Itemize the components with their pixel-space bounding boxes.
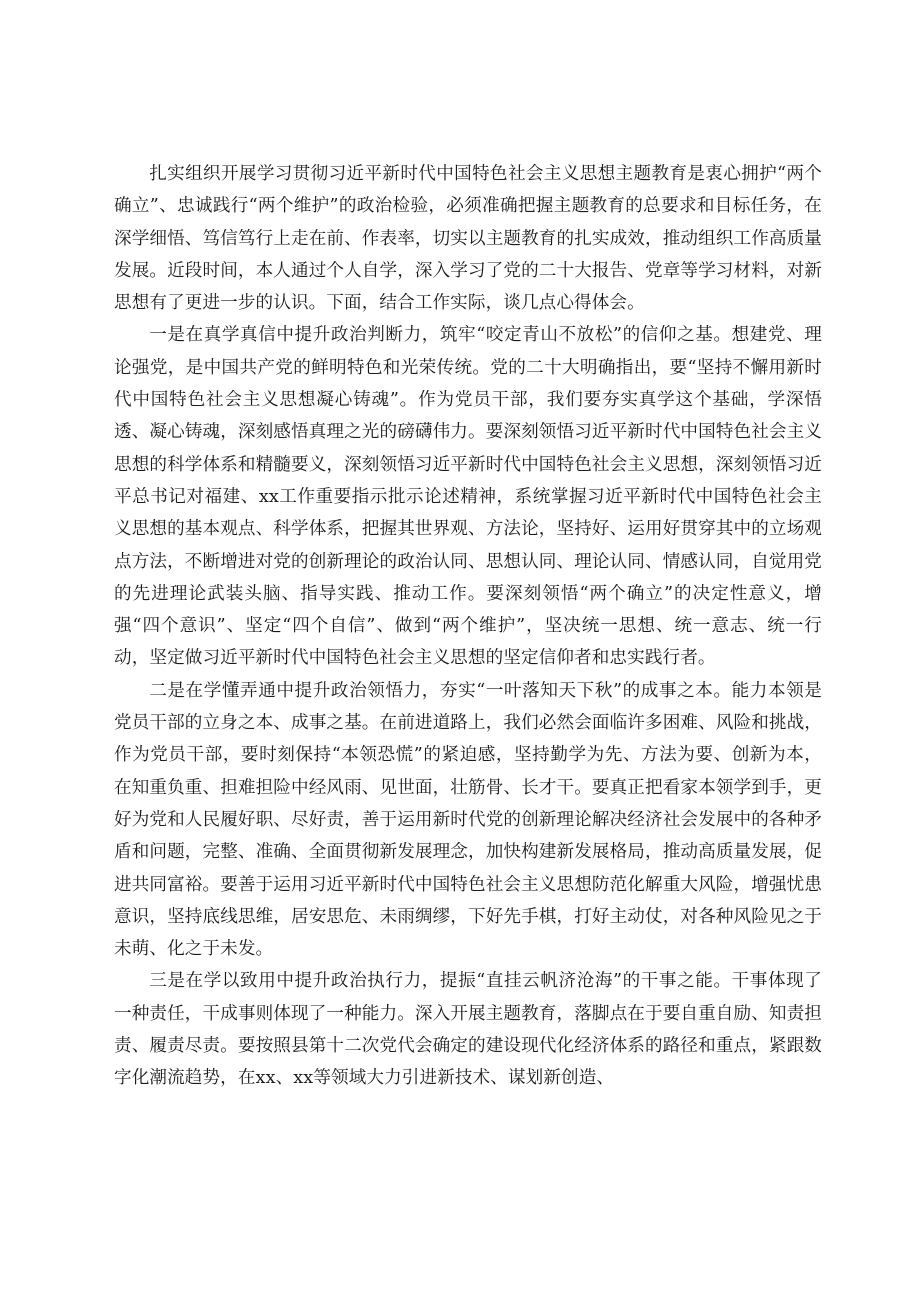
paragraph-point-three: 三是在学以致用中提升政治执行力，提振“直挂云帆济沧海”的干事之能。干事体现了一种责任，干成事则体现了一种能力。深入开展主题教育，落脚点在于要自重自励、知责担责、履责尽责。要按照县第十二次党代会确定的建设现代化经济体系的路径和重点，紧跟数字化潮流趋势，在xx、xx等领域大力引进新技术、谋划新创造、 <box>114 971 822 1089</box>
paragraph-intro: 扎实组织开展学习贯彻习近平新时代中国特色社会主义思想主题教育是衷心拥护“两个确立”、忠诚践行“两个维护”的政治检验，必须准确把握主题教育的总要求和目标任务，在深学细悟、笃信笃行上走在前、作表率，切实以主题教育的扎实成效，推动组织工作高质量发展。近段时间，本人通过个人自学，深入学习了党的二十大报告、党章等学习材料，对新思想有了更进一步的认识。下面，结合工作实际，谈几点心得体会。 <box>114 164 822 314</box>
document-body <box>114 158 822 1095</box>
paragraph-point-one: 一是在真学真信中提升政治判断力，筑牢“咬定青山不放松”的信仰之基。想建党、理论强党，是中国共产党的鲜明特色和光荣传统。党的二十大明确指出，要“坚持不懈用新时代中国特色社会主义思想凝心铸魂”。作为党员干部，我们要夯实真学这个基础，学深悟透、凝心铸魂，深刻感悟真理之光的磅礴伟力。要深刻领悟习近平新时代中国特色社会主义思想的科学体系和精髓要义，深刻领悟习近平新时代中国特色社会主义思想，深刻领悟习近平总书记对福建、xx工作重要指示批示论述精神，系统掌握习近平新时代中国特色社会主义思想的基本观点、科学体系，把握其世界观、方法论，坚持好、运用好贯穿其中的立场观点方法，不断增进对党的创新理论的政治认同、思想认同、理论认同、情感认同，自觉用党的先进理论武装头脑、指导实践、推动工作。要深刻领悟“两个确立”的决定性意义，增强“四个意识”、坚定“四个自信”、做到“两个维护”，坚决统一思想、统一意志、统一行动，坚定做习近平新时代中国特色社会主义思想的坚定信仰者和忠实践行者。 <box>114 325 822 669</box>
paragraph-point-two: 二是在学懂弄通中提升政治领悟力，夯实“一叶落知天下秋”的成事之本。能力本领是党员干部的立身之本、成事之基。在前进道路上，我们必然会面临许多困难、风险和挑战，作为党员干部，要时刻保持“本领恐慌”的紧迫感，坚持勤学为先、方法为要、创新为本，在知重负重、担难担险中经风雨、见世面，壮筋骨、长才干。要真正把看家本领学到手，更好为党和人民履好职、尽好责，善于运用新时代党的创新理论解决经济社会发展中的各种矛盾和问题，完整、准确、全面贯彻新发展理念，加快构建新发展格局，推动高质量发展，促进共同富裕。要善于运用习近平新时代中国特色社会主义思想防范化解重大风险，增强忧患意识，坚持底线思维，居安思危、未雨绸缪，下好先手棋，打好主动仗，对各种风险见之于未萌、化之于未发。 <box>114 680 822 960</box>
